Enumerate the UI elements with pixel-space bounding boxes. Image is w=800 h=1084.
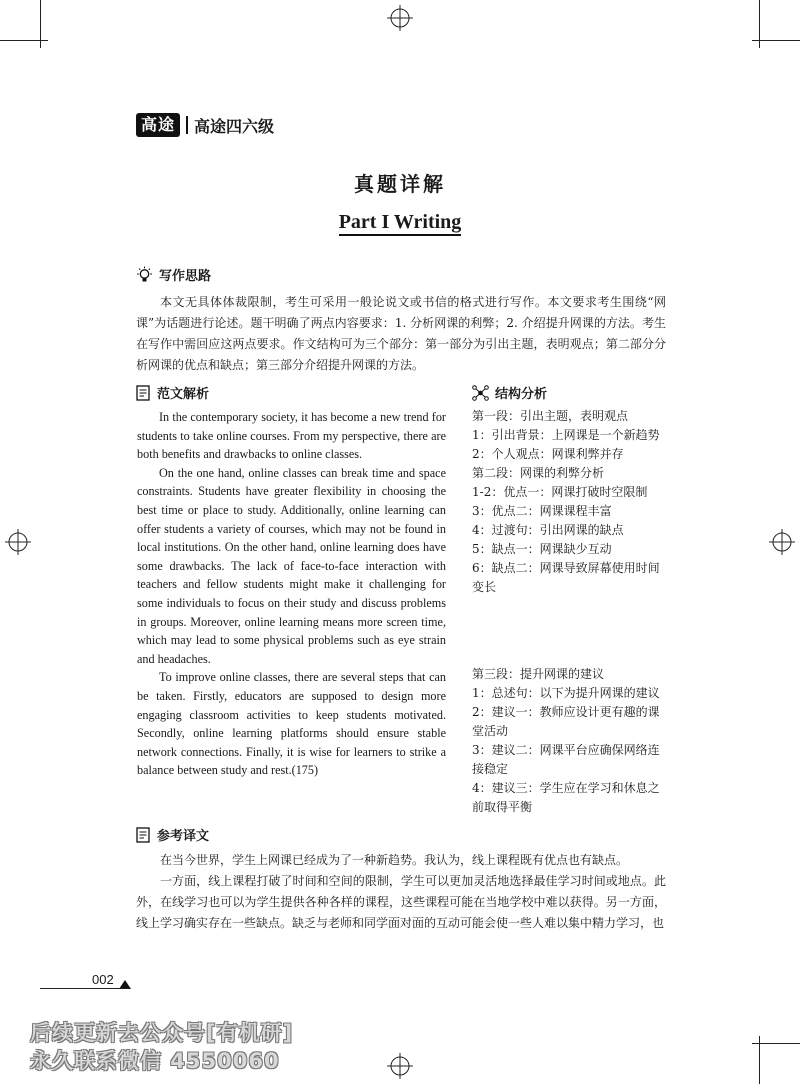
structure-item: 1：总述句：以下为提升网课的建议 <box>472 686 660 700</box>
translation-text <box>136 850 666 934</box>
registration-mark-icon <box>387 5 413 31</box>
brand-name: 高途四六级 <box>194 116 275 136</box>
page-number: 002 <box>92 972 114 987</box>
structure-item: 3：优点二：网课课程丰富 <box>472 504 612 518</box>
structure-item: 3：建议二：网课平台应确保网络连接稳定 <box>472 743 660 776</box>
section-heading-text: 写作思路 <box>159 269 212 284</box>
watermark-line-1: 后续更新去公众号[有机研] <box>30 1021 294 1045</box>
part-title-text: Part I Writing <box>339 211 462 236</box>
crop-mark <box>0 40 48 41</box>
network-icon <box>472 385 489 401</box>
structure-item: 4：建议三：学生应在学习和休息之前取得平衡 <box>472 781 660 814</box>
footer-line <box>40 988 128 989</box>
structure-item: 4：过渡句：引出网课的缺点 <box>472 523 624 537</box>
writing-idea-paragraph: 本文无具体体裁限制，考生可采用一般论说文或书信的格式进行写作。本文要求考生围绕“网课”为话题进行论述。题干明确了两点内容要求：1. 分析网课的利弊；2. 介绍提升网课的方法。考生在写作中需回应这两点要求。作文结构可为三个部分：第一部分为引出主题，表明观点；第二部分分析网课的优点和缺点；第三部分介绍提升网课的方法。 <box>136 295 666 372</box>
structure-item: 5：缺点一：网课缺少互动 <box>472 542 612 556</box>
section-heading-text: 参考译文 <box>157 829 210 844</box>
structure-item: 第三段：提升网课的建议 <box>472 667 605 681</box>
divider <box>186 116 188 134</box>
document-icon <box>136 385 151 401</box>
translation-paragraph: 一方面，线上课程打破了时间和空间的限制，学生可以更加灵活地选择最佳学习时间或地点。此外，在线学习也可以为学生提供各种各样的课程，这些课程可能在当地学校中难以获得。另一方面，线上学习确实存在一些缺点。缺乏与老师和同学面对面的互动可能会使一些人难以集中精力学习，也 <box>136 874 666 930</box>
essay-paragraph: To improve online classes, there are several steps that can be taken. Firstly, educators are supposed to design more engaging classroom activities to keep students motivated. Secondly, online learning platforms should ensure stable network connections. Finally, it is wise for learners to strike a balance between study and rest.(175) <box>137 670 446 778</box>
registration-mark-icon <box>769 529 795 555</box>
section-heading-structure <box>472 383 547 402</box>
structure-item: 2：建议一：教师应设计更有趣的课堂活动 <box>472 705 660 738</box>
structure-item: 第一段：引出主题，表明观点 <box>472 409 629 423</box>
translation-paragraph: 在当今世界，学生上网课已经成为了一种新趋势。我认为，线上课程既有优点也有缺点。 <box>160 853 629 867</box>
brand-logo: 高途 <box>136 113 180 137</box>
brand-header <box>136 113 274 137</box>
section-heading-text: 结构分析 <box>495 387 548 402</box>
section-heading-text: 范文解析 <box>157 387 210 402</box>
page-title: 真题详解 <box>354 172 446 196</box>
crop-mark <box>752 40 800 41</box>
sample-essay <box>137 408 446 780</box>
registration-mark-icon <box>387 1053 413 1079</box>
crop-mark <box>752 1043 800 1044</box>
essay-paragraph: In the contemporary society, it has become a new trend for students to take online courses. From my perspective, there are both benefits and drawbacks to online classes. <box>137 410 446 462</box>
section-heading-sample <box>136 383 209 402</box>
structure-item: 1：引出背景：上网课是一个新趋势 <box>472 428 660 442</box>
part-title <box>0 211 800 234</box>
structure-item: 1-2：优点一：网课打破时空限制 <box>472 485 648 499</box>
structure-item: 2：个人观点：网课利弊并存 <box>472 447 624 461</box>
document-icon <box>136 827 151 843</box>
structure-item: 6：缺点二：网课导致屏幕使用时间变长 <box>472 561 660 594</box>
registration-mark-icon <box>5 529 31 555</box>
structure-list-part2 <box>472 665 668 817</box>
lightbulb-icon <box>136 266 153 284</box>
essay-paragraph: On the one hand, online classes can break time and space constraints. Students have greater flexibility in choosing the best time or place to study. Additionally, online learning can offer students a variety of courses, which may not be found in local institutions. On the other hand, online learning does have some drawbacks. The lack of face-to-face interaction with teachers and fellow students might make it challenging for some individuals to focus on their study and discuss problems in groups. Moreover, online learning means more screen time, which may lead to some physical problems such as eye strain and headaches. <box>137 465 446 666</box>
section-heading-writing-idea <box>136 265 211 284</box>
section-heading-translation <box>136 825 209 844</box>
structure-list-part1 <box>472 407 668 597</box>
watermark-line-2: 永久联系微信 4550060 <box>30 1049 280 1073</box>
structure-item: 第二段：网课的利弊分析 <box>472 466 605 480</box>
